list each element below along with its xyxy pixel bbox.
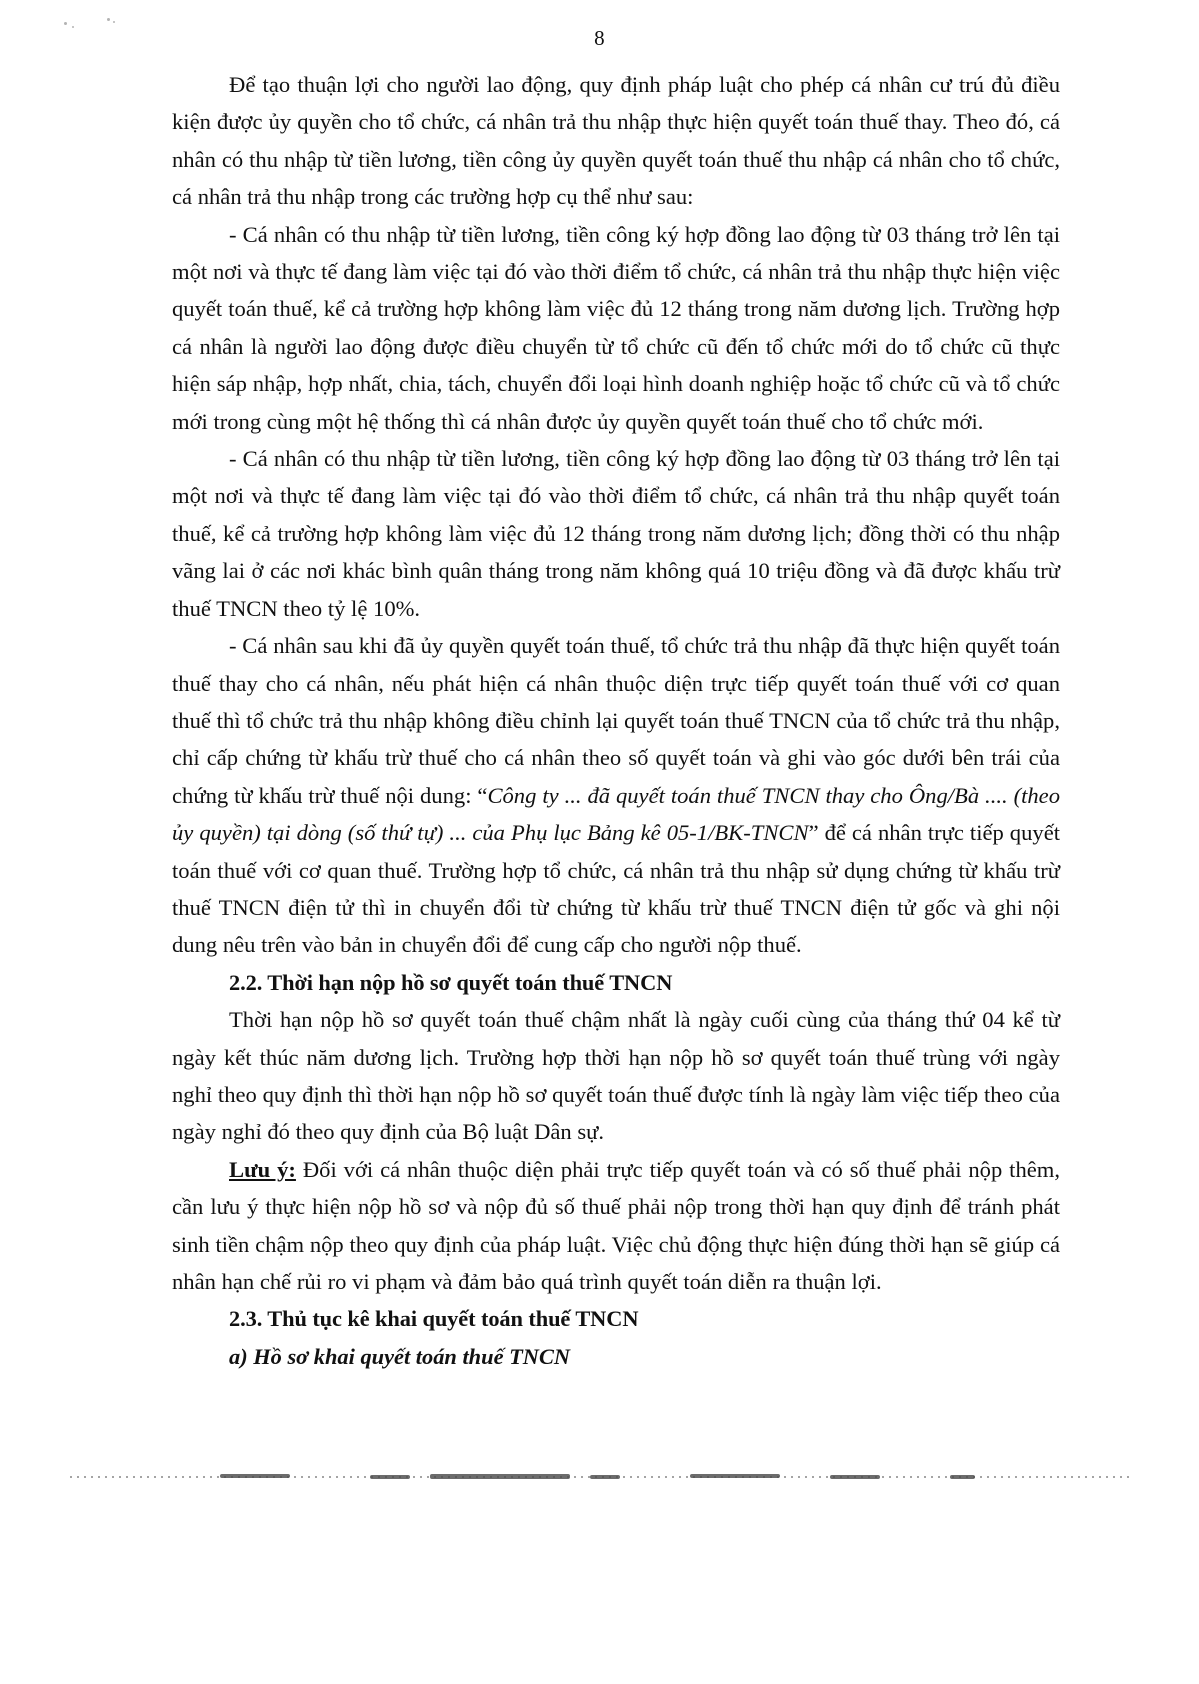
paragraph-bullet-2: - Cá nhân có thu nhập từ tiền lương, tiền công ký hợp đồng lao động từ 03 tháng trở lên tại một nơi và thực tế đang làm việc tại đó vào thời điểm tổ chức, cá nhân trả thu nhập quyết toán thuế, kể cả trường hợp không làm việc đủ 12 tháng trong năm dương lịch; đồng thời có thu nhập vãng lai ở các nơi khác bình quân tháng trong năm không quá 10 triệu đồng và đã được khấu trừ thuế TNCN theo tỷ lệ 10%. bbox=[172, 446, 1060, 621]
paragraph-section-2-2-body: Thời hạn nộp hồ sơ quyết toán thuế chậm nhất là ngày cuối cùng của tháng thứ 04 kể từ ngày kết thúc năm dương lịch. Trường hợp thời hạn nộp hồ sơ quyết toán thuế trùng với ngày nghỉ theo quy định thì thời hạn nộp hồ sơ quyết toán thuế được tính là ngày làm việc tiếp theo của ngày nghỉ đó theo quy định của Bộ luật Dân sự. bbox=[172, 1007, 1060, 1145]
smudge-blob bbox=[950, 1475, 975, 1479]
paragraph-bullet-1: - Cá nhân có thu nhập từ tiền lương, tiền công ký hợp đồng lao động từ 03 tháng trở lên tại một nơi và thực tế đang làm việc tại đó vào thời điểm tổ chức, cá nhân trả thu nhập thực hiện việc quyết toán thuế, kể cả trường hợp không làm việc đủ 12 tháng trong năm dương lịch. Trường hợp cá nhân là người lao động được điều chuyển từ tổ chức cũ đến tổ chức mới do tổ chức cũ thực hiện sáp nhập, hợp nhất, chia, tách, chuyển đổi loại hình doanh nghiệp hoặc tổ chức cũ và tổ chức mới trong cùng một hệ thống thì cá nhân được ủy quyền quyết toán thuế cho tổ chức mới. bbox=[172, 221, 1060, 434]
paragraph-intro: Để tạo thuận lợi cho người lao động, quy định pháp luật cho phép cá nhân cư trú đủ điều kiện được ủy quyền cho tổ chức, cá nhân trả thu nhập thực hiện quyết toán thuế thay. Theo đó, cá nhân có thu nhập từ tiền lương, tiền công ủy quyền quyết toán thuế thu nhập cá nhân cho tổ chức, cá nhân trả thu nhập trong các trường hợp cụ thể như sau: bbox=[172, 72, 1060, 210]
paragraph-bullet-3 bbox=[172, 627, 1060, 964]
subsection-heading-a: a) Hồ sơ khai quyết toán thuế TNCN bbox=[229, 1343, 571, 1369]
scan-artifact-speck bbox=[113, 21, 115, 23]
smudge-blob bbox=[220, 1474, 290, 1478]
page-number: 8 bbox=[594, 26, 605, 50]
bullet-3-quoted-wording: Công ty ... đã quyết toán thuế TNCN thay cho Ông/Bà .... (theo ủy quyền) tại dòng (số thứ tự) ... của Phụ lục Bảng kê 05-1/BK-TNCN bbox=[172, 782, 1060, 846]
section-heading-2-2: 2.2. Thời hạn nộp hồ sơ quyết toán thuế TNCN bbox=[229, 969, 673, 995]
section-heading-2-3: 2.3. Thủ tục kê khai quyết toán thuế TNCN bbox=[229, 1306, 639, 1332]
paragraph-note bbox=[172, 1151, 1060, 1301]
smudge-blob bbox=[430, 1474, 570, 1479]
document-body bbox=[172, 66, 1060, 1375]
note-body: Đối với cá nhân thuộc diện phải trực tiếp quyết toán và có số thuế phải nộp thêm, cần lưu ý thực hiện nộp hồ sơ và nộp đủ số thuế phải nộp trong thời hạn quy định để tránh phát sinh tiền chậm nộp theo quy định của pháp luật. Việc chủ động thực hiện đúng thời hạn sẽ giúp cá nhân hạn chế rủi ro vi phạm và đảm bảo quá trình quyết toán diễn ra thuận lợi. bbox=[172, 1156, 1061, 1294]
note-label: Lưu ý: bbox=[229, 1156, 296, 1182]
smudge-blob bbox=[590, 1475, 620, 1479]
smudge-blob bbox=[370, 1475, 410, 1479]
bullet-3-text-before-quote: - Cá nhân sau khi đã ủy quyền quyết toán thuế, tổ chức trả thu nhập đã thực hiện quyết toán thuế thay cho cá nhân, nếu phát hiện cá nhân thuộc diện trực tiếp quyết toán thuế với cơ quan thuế thì tổ chức trả thu nhập không điều chỉnh lại quyết toán thuế TNCN của tổ chức trả thu nhập, chỉ cấp chứng từ khấu trừ thuế cho cá nhân theo số quyết toán và ghi vào góc dưới bên trái của chứng từ khấu trừ thuế nội dung: “ bbox=[172, 633, 1060, 808]
bullet-3-text-after-quote: ” để cá nhân trực tiếp quyết toán thuế với cơ quan thuế. Trường hợp tổ chức, cá nhân trả thu nhập sử dụng chứng từ khấu trừ thuế TNCN điện tử thì in chuyển đổi từ chứng từ khấu trừ thuế TNCN điện tử gốc và ghi nội dung nêu trên vào bản in chuyển đổi để cung cấp cho người nộp thuế. bbox=[172, 820, 1060, 958]
scan-artifact-speck bbox=[64, 22, 67, 25]
smudge-blob bbox=[690, 1474, 780, 1478]
scan-artifact-speck bbox=[107, 18, 110, 21]
scan-artifact-bottom-smudge bbox=[70, 1470, 1130, 1484]
smudge-blob bbox=[830, 1475, 880, 1479]
